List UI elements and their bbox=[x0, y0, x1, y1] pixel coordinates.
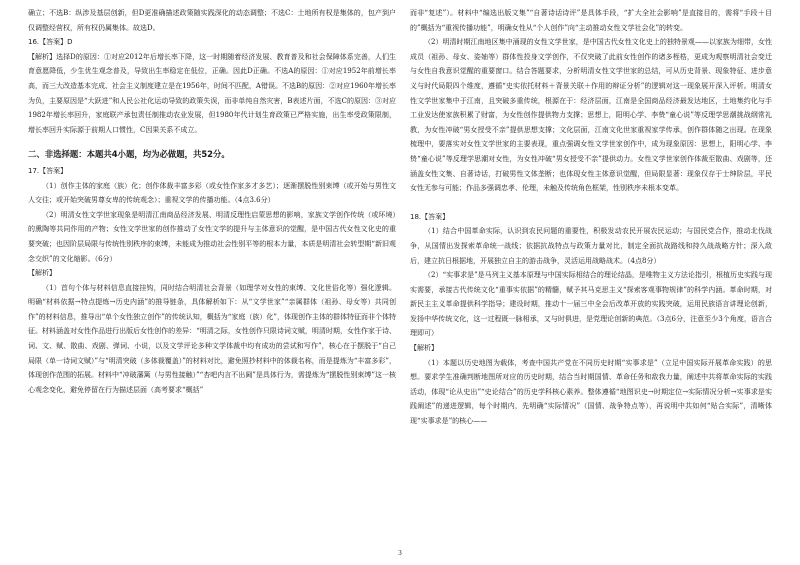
left-column bbox=[28, 6, 396, 397]
analysis-paragraph: （1）首句个体与材料信息直接挂钩，同时结合明清社会背景（如理学对女性的束缚、文化世俗化等）强化逻辑。明确“材料依据→特点提炼→历史内涵”的推导链条，具体解析如下：从“文学世家”“亲属群体（祖孙、母女等）共同创作”的材料信息，推导出“单个女性独立创作”的传统认知，概括为“家庭（族）化”，体现创作主体的群体特征而非个体特征。材料涵盖对女性作品进行出版后女性创作的差异：“明清之际，女性创作只限诗词文赋，明清时期，女性作家于诗、词、文、赋、散曲、戏剧、弹词、小说，以及文学评论多种文学体裁中均有成功的尝试和写作”，核心在于摆脱于“自己局限（单一诗词文赋）”与“明清突破（多体裁覆盖）”的材料对比，避免照抄材料中的体裁名称，而是提炼为“丰富多彩”，体现创作范围的拓展。材料中“冲破藩篱（与男性接触）”“杏吧内言不出阃”是具体行为，需提炼为“摆脱性别束缚”这一核心观念变化，避免停留在行为描述层面（高考要求“概括” bbox=[28, 283, 396, 394]
answer-paragraph: （1）创作主体的家庭（族）化；创作体裁丰富多彩（或女性作家多才多艺）；逐渐摆脱性别束缚（或开始与男性文人交往；或开始突破男尊女卑的传统观念）；重视文学的传播功能。（4点3.6分） bbox=[28, 181, 396, 205]
answer-paragraph: （2）明清女性文学世家现象是明清江南商品经济发展、明清反理性启蒙思想的影响，家族文学创作传统（或环境）的熏陶等共同作用的产物；女性文学世家的创作推动了女性文学的提升与主体意识的觉醒，是中国古代女性文化史的重要突破；也因阶层局限与传统性别秩序的束缚，未能成为推动社会性别平等的根本力量，本质是明清社会转型期“新旧观念交织”的文化缩影。（6分） bbox=[28, 210, 396, 263]
section-heading: 二、非选择题：本题共4小题，均为必做题，共52分。 bbox=[28, 149, 230, 160]
answer-paragraph: （2）“实事求是”是马列主义基本原理与中国实际相结合的理论结晶，是唯物主义方法论指引，根植历史实践与现实需要，承接古代传统文化“重事实依据”的精髓，赋予其马克思主义“探索客观事物规律”的科学内涵。革命时期，对新民主主义革命提供科学指导；建设时期，推动十一届三中全会后改革开放的实践突破，运用民族语言讲理论创新，发扬中华传统文化，这一过程既一脉相承，又与时俱进，是党理论创新的典范。（3点6分，注意至少3个角度，语言合理即可） bbox=[410, 271, 772, 338]
answer-paragraph: （1）结合中国革命实际，认识到农民问题的重要性，积极发动农民开展农民运动；与国民党合作，推动北伐战争，从国情出发探索革命统一战线；依据抗战特点与政策力量对比，制定全面抗战路线和持久战战略方针；深入敌后，建立抗日根据地，开展独立自主的游击战争，灵活运用战略战术。（4点8分） bbox=[410, 227, 772, 265]
analysis-paragraph: （1）本题以历史地图为载体，考查中国共产党在不同历史时期“实事求是”（立足中国实际开展革命实践）的思想。要求学生准确判断地图所对应的历史时期，结合当时期国情、革命任务和敌我力量，阐述中共将革命实际的实践活动，体现“论从史出”“史论结合”的历史学科核心素养。整体遵循“地图识史→时期定位→实际情况分析→实事求是实践阐述”的递进逻辑，每个时期内，先明确“实际情况”（国情、战争特点等），再说明中共如何“贴合实际”，清晰体现“实事求是”的核心—— bbox=[410, 358, 772, 426]
analysis-paragraph: （2）明清时期江南地区集中涌现的女性文学世家，是中国古代女性文化史上的独特景观——以家族为细带，女性成员（祖孙、母女、姿妯等）群体性投身文学创作，不仅突破了此前女性创作的诸多桎梏，更成为观察明清社会变迁与女性自我意识觉醒的重要窗口。结合答题要求，分析明清女性文学世家的总结，可从历史背景、现象特征、进步意义与时代局限四个维度，遵循“史实依托材料＋背景关联＋作用的辩证分析”的逻辑对这一现象展开深入评析。明清女性文学世家集中于江南，且突破多重传统，根源在于：经济层面，江南是全国商品经济最发达地区，土地集约化与手工业发达使家族积累了财富，为女性创作提供物力支撑；思想上，阳明心学、李贽“童心说”等反理学思潮挑战纲常礼教，为女性冲破“男女授受不亲”提供思想支撑；文化层面，江南文化世家重视家学传承，创作群体随之出现。在现象梳理中，要落实对女性文学世家的主要表现，重点强调女性文学世家创作中，成为现象原因：思想上，阳明心学、李贽“童心说”等反理学思潮对女性，为女性冲破“男女授受不亲”提供动力。女性文学世家创作体裁至散曲、戏剧等，还涵盖女性文集、自著诗话，打破男性文体垄断；也体现女性主体意识觉醒，但局限显著：现象仅存于士绅阶层，平民女性无参与可能；作品多强调忠孝、伦理，未触及传统角色框架，性别秩序未根本变革。 bbox=[410, 38, 772, 193]
right-column bbox=[410, 6, 772, 429]
paragraph: 而非“复述”）。材料中“编选出版文集”“自著诗话诗评”是具体手段，“扩大全社会影响”是直接目的，需将“手段＋目的”概括为“重视传播功能”，明确女性从“个人创作”向“主动推动女性文学社会化”的转变。 bbox=[410, 9, 772, 32]
analysis-tag: 【解析】 bbox=[410, 344, 438, 353]
page-number: 3 bbox=[398, 549, 402, 557]
answer-heading: 18.【答案】 bbox=[410, 212, 450, 221]
answer-heading: 16.【答案】D bbox=[28, 38, 73, 47]
paragraph: 确立；不选B：纵涉及基层创新，但D更准确描述政策随实践深化的动态调整；不选C：土地所有权是集体的，包产到户仅调整经营权，所有权仍属集体。故选D。 bbox=[28, 9, 396, 32]
analysis-paragraph: 【解析】选择D的原因：①对应2012年后增长率下降，这一时期随着经济发展、教育普及和社会保障体系完善，人们生育意愿降低，少生优生观念普及，导致出生率稳定在低位，正确。因此D正确。不选A的原因：①对应1952年前增长率高，而三大改造基本完成、社会主义制度建立是在1956年，时间不匹配，A错误。不选B的原因：②对应1960年增长率为负，主要原因是“大跃进”和人民公社化运动导致的政策失误，而非单纯自然灾害，B表述片面，不选C的原因：③对应1982年增长率回升，家庭联产承包责任制推动农业发展，但1980年代计划生育政策已严格实施，出生率受政策限制，增长率回升实际源于前期人口惯性，C因果关系不成立。 bbox=[28, 52, 396, 134]
analysis-tag: 【解析】 bbox=[28, 269, 56, 278]
answer-heading: 17.【答案】 bbox=[28, 166, 68, 175]
